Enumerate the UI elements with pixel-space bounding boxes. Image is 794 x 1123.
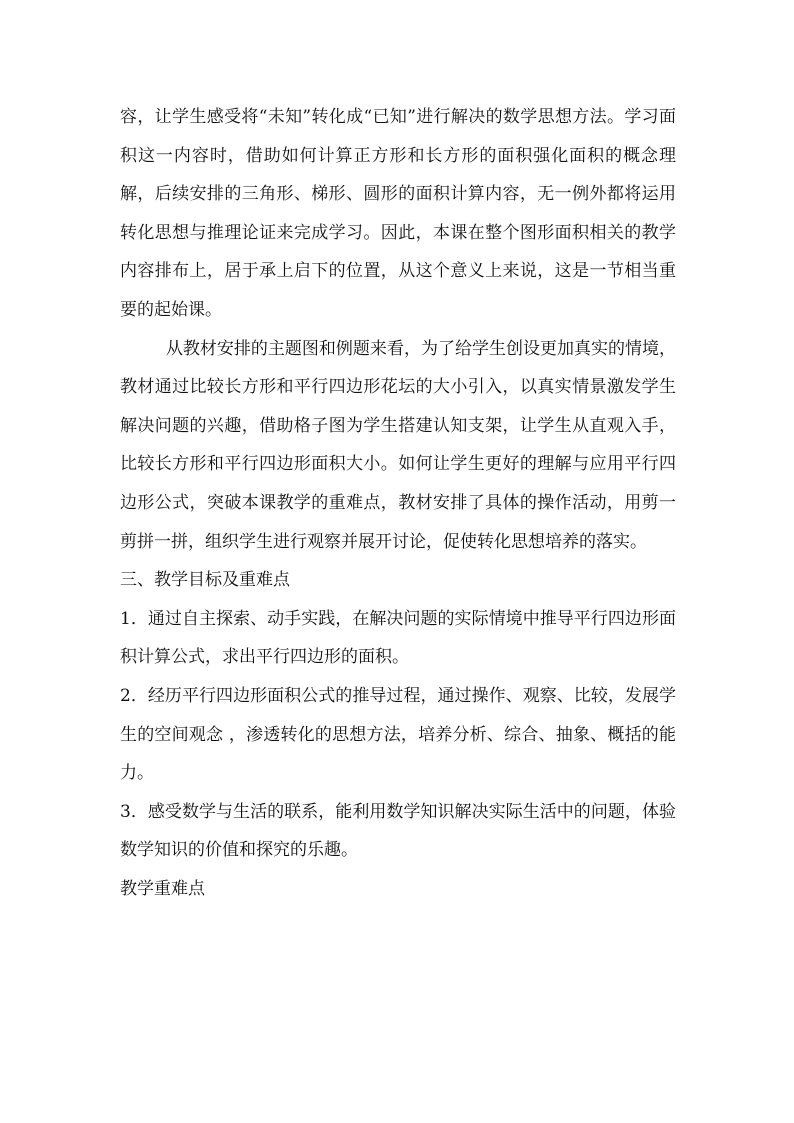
objective-item: 1．通过自主探索、动手实践，在解决问题的实际情境中推导平行四边形面积计算公式，求出平行四边形的面积。 <box>120 608 676 668</box>
subheading: 教学重难点 <box>120 878 205 899</box>
document-body <box>120 98 676 908</box>
paragraph-continuation: 容，让学生感受将“未知”转化成“已知”进行解决的数学思想方法。学习面积这一内容时，借助如何计算正方形和长方形的面积强化面积的概念理解，后续安排的三角形、梯形、圆形的面积计算内容，无一例外都将运用转化思想与推理论证来完成学习。因此，本课在整个图形面积相关的教学内容排布上，居于承上启下的位置，从这个意义上来说，这是一节相当重要的起始课。 <box>120 107 676 320</box>
objective-item: 3．感受数学与生活的联系，能利用数学知识解决实际生活中的问题，体验数学知识的价值和探究的乐趣。 <box>120 801 676 861</box>
objective-item: 2．经历平行四边形面积公式的推导过程，通过操作、观察、比较，发展学生的空间观念 ，渗透转化的思想方法，培养分析、综合、抽象、概括的能力。 <box>120 685 676 784</box>
section-heading: 三、教学目标及重难点 <box>120 570 290 591</box>
paragraph-textbook-analysis: 从教材安排的主题图和例题来看，为了给学生创设更加真实的情境，教材通过比较长方形和平行四边形花坛的大小引入，以真实情景激发学生解决问题的兴趣，借助格子图为学生搭建认知支架，让学生从直观入手，比较长方形和平行四边形面积大小。如何让学生更好的理解与应用平行四边形公式，突破本课教学的重难点，教材安排了具体的操作活动，用剪一剪拼一拼，组织学生进行观察并展开讨论，促使转化思想培养的落实。 <box>120 338 676 552</box>
